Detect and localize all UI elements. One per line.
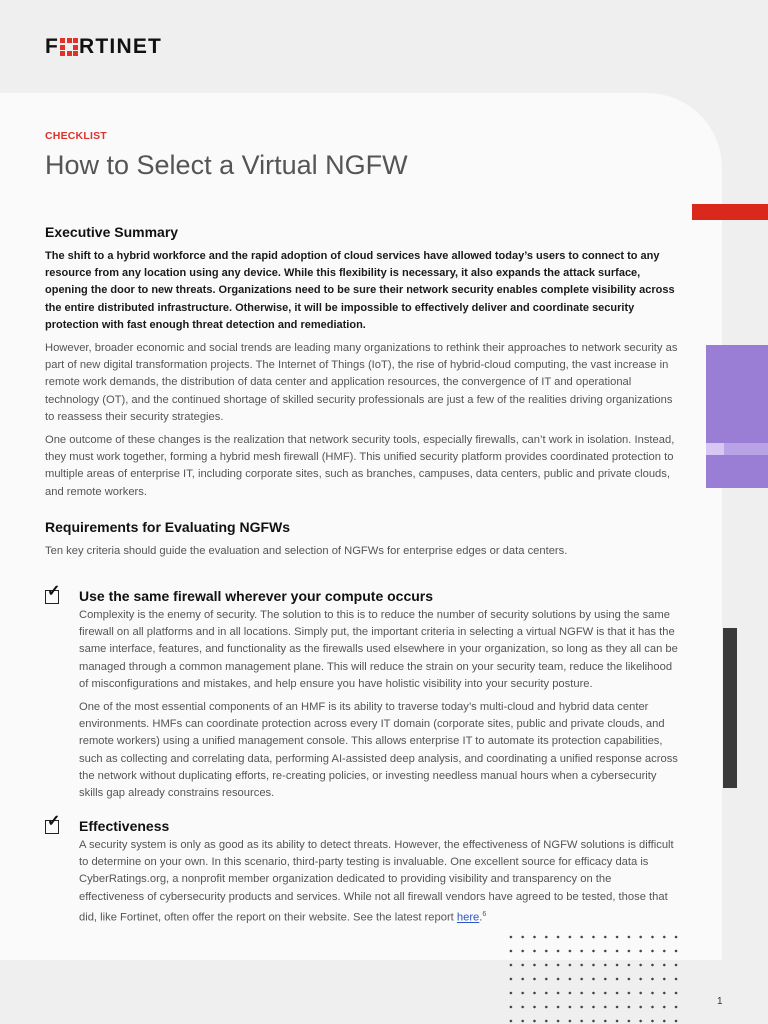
page-number: 1 <box>717 996 723 1007</box>
criterion-title: Use the same firewall wherever your compute occurs <box>79 588 434 604</box>
requirements-intro: Ten key criteria should guide the evaluation and selection of NGFWs for enterprise edges or data centers. <box>45 545 568 557</box>
logo-text-right: RTINET <box>79 35 163 58</box>
exec-summary-heading: Executive Summary <box>45 224 179 240</box>
page-title: How to Select a Virtual NGFW <box>45 150 408 180</box>
checkbox-icon: ✓ <box>45 590 59 604</box>
checkbox-icon: ✓ <box>45 820 59 834</box>
criterion-same-firewall <box>45 583 685 803</box>
criterion-title: Effectiveness <box>79 818 170 834</box>
red-accent-bar <box>692 204 768 220</box>
criterion-effectiveness <box>45 813 685 928</box>
criterion-text: A security system is only as good as its ability to detect threats. However, the effectiveness of NGFW solutions is difficult to determine on your own. In this scenario, third-party testing is invaluable. One excellent source for efficacy data is CyberRatings.org, a nonprofit member organization dedicated to providing visibility and transparency on the effectiveness of cybersecurity products and services. While not all firewall vendors have agreed to be tested, those that did, like Fortinet, often offer the report on their website. See the latest report <box>79 839 674 924</box>
logo-grid-icon <box>60 38 78 56</box>
footnote-marker: 6 <box>482 910 487 918</box>
fortinet-logo <box>45 36 162 58</box>
criterion-para-1: Complexity is the enemy of security. The solution to this is to reduce the number of security solutions by using the same firewall on all platforms and in all locations. Simply put, the important criteria in selecting a virtual NGFW is that it has the same interface, features, and functionality as the firewalls used elsewhere in your organization, so long as they all can be managed through a common management plane. This will reduce the strain on your security team, reduce the likelihood of misconfigurations and mistakes, and help ensure you have holistic visibility into your security posture. <box>79 609 678 690</box>
doc-kicker: CHECKLIST <box>45 130 107 142</box>
logo-text-left: F <box>45 35 60 58</box>
requirements-heading: Requirements for Evaluating NGFWs <box>45 519 291 535</box>
purple-accent-bar <box>706 345 768 488</box>
exec-summary-lead: The shift to a hybrid workforce and the rapid adoption of cloud services have allowed today’s users to connect to any resource from any location using any device. While this flexibility is necessary, it also expands the attack surface, opening the door to new threats. Organizations need to be sure their network security enables complete visibility across the entire distributed infrastructure. Otherwise, it will be impossible to effectively deliver and coordinate security protection with fast enough threat detection and remediation. <box>45 250 675 331</box>
criterion-para-1 <box>79 837 679 927</box>
exec-summary-para-3: One outcome of these changes is the realization that network security tools, especially firewalls, can’t work in isolation. Instead, they must work together, forming a hybrid mesh firewall (HMF). This unified security platform provides coordinated protection to multiple areas of enterprise IT, including corporate sites, such as branches, campuses, data centers, public and private clouds, and remote workers. <box>45 434 675 498</box>
report-link[interactable]: here <box>456 911 480 924</box>
criterion-para-2: One of the most essential components of an HMF is its ability to traverse today’s multi-cloud and hybrid data center environments. HMFs can coordinate protection across every IT domain (corporate sites, public and private clouds, and remote workers) using a unified management console. This allows enterprise IT to automate its protection capabilities, such as collecting and correlating data, performing AI-assisted deep analysis, and coordinating a unified response across the network without duplicating efforts, re-creating policies, or investing needless manual hours when a cybersecurity skills gap already constrains resources. <box>79 701 678 800</box>
dot-pattern-decoration <box>505 930 685 1024</box>
dark-accent-bar <box>723 628 737 788</box>
link-trailing-period: . <box>479 911 483 924</box>
exec-summary-para-2: However, broader economic and social trends are leading many organizations to rethink their approaches to network security as part of new digital transformation projects. The Internet of Things (IoT), the rise of hybrid-cloud computing, the vast increase in remote work demands, the distribution of data center and application resources, the convergence of IT and operational technology (OT), and the continued shortage of skilled security professionals are just a few of the realities driving organizations to reassess their security strategies. <box>45 342 678 423</box>
